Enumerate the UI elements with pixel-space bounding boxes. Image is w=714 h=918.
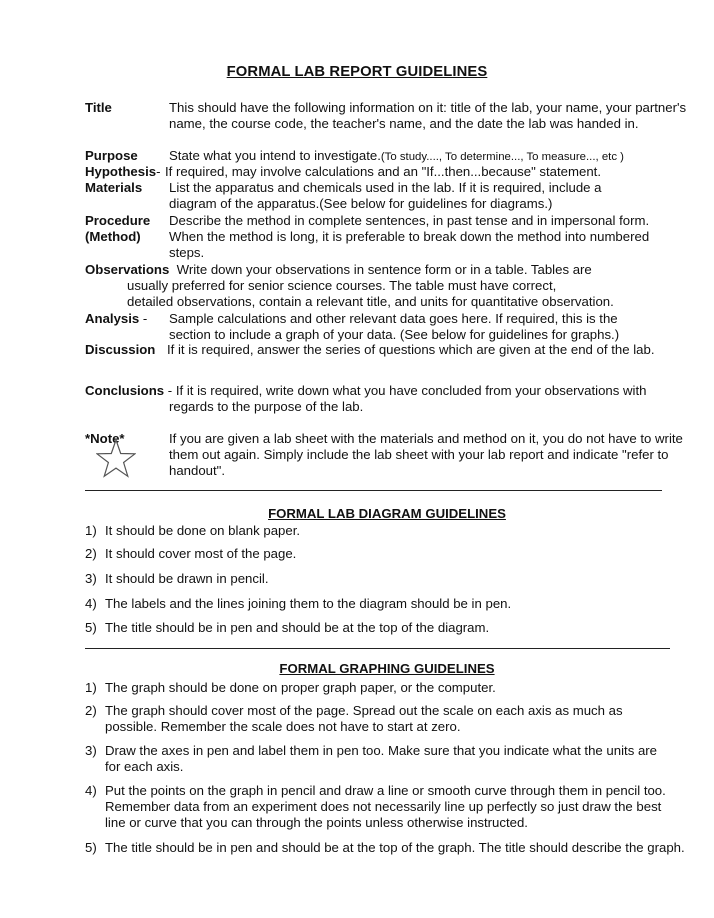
list-item: It should be done on blank paper. xyxy=(105,523,301,538)
observations-line-3: detailed observations, contain a relevant title, and units for quantitative observation. xyxy=(127,294,614,309)
list-item-number: 1) xyxy=(85,523,97,538)
analysis-label: Analysis xyxy=(85,311,140,326)
analysis-dash: - xyxy=(139,311,148,326)
section-label-materials: Materials xyxy=(85,180,143,195)
section-label-purpose: Purpose xyxy=(85,148,138,163)
section-text-materials: List the apparatus and chemicals used in the lab. If it is required, include a diagram of the apparatus.(See below for guidelines for diagrams.) xyxy=(169,180,602,212)
list-item-number: 2) xyxy=(85,546,97,561)
section-text-analysis: Sample calculations and other relevant data goes here. If required, this is the section to include a graph of your data. (See below for guidelines for graphs.) xyxy=(169,311,620,343)
section-text-title: This should have the following information on it: title of the lab, your name, your partner's name, the course code, the teacher's name, and the date the lab was handed in. xyxy=(169,100,687,132)
section-text-hypothesis: If required, may involve calculations and an "If...then...because" statement. xyxy=(165,164,601,179)
list-item: The graph should be done on proper graph paper, or the computer. xyxy=(105,680,496,695)
list-item: The title should be in pen and should be at the top of the graph. The title should describe the graph. xyxy=(105,840,685,855)
list-item-number: 5) xyxy=(85,840,97,855)
page-title: FORMAL LAB REPORT GUIDELINES xyxy=(226,64,488,80)
section-label-method: (Method) xyxy=(85,229,141,244)
purpose-note: (To study...., To determine..., To measure..., etc ) xyxy=(380,151,624,163)
graphing-heading: FORMAL GRAPHING GUIDELINES xyxy=(279,661,495,676)
divider xyxy=(85,490,662,491)
star-icon xyxy=(96,438,136,480)
list-item: Draw the axes in pen and label them in pen too. Make sure that you indicate what the units are for each axis. xyxy=(105,743,658,775)
list-item-number: 1) xyxy=(85,680,97,695)
section-conclusions xyxy=(85,383,695,399)
section-observations xyxy=(85,262,695,278)
diagram-heading: FORMAL LAB DIAGRAM GUIDELINES xyxy=(268,506,506,521)
conclusions-line-2: regards to the purpose of the lab. xyxy=(169,399,364,414)
section-label-observations: Observations xyxy=(85,262,170,277)
list-item: The title should be in pen and should be at the top of the diagram. xyxy=(105,620,490,635)
list-item-number: 3) xyxy=(85,571,97,586)
section-label-conclusions: Conclusions xyxy=(85,383,165,398)
list-item-number: 2) xyxy=(85,703,97,718)
purpose-text: State what you intend to investigate. xyxy=(169,148,381,163)
section-label-hypothesis xyxy=(85,164,161,180)
hypothesis-label: Hypothesis xyxy=(85,164,157,179)
section-text-note: If you are given a lab sheet with the materials and method on it, you do not have to write them out again. Simply include the lab sheet with your lab report and indicate "refer to handout". xyxy=(169,431,683,479)
list-item: It should cover most of the page. xyxy=(105,546,297,561)
list-item-number: 4) xyxy=(85,596,97,611)
section-label-title: Title xyxy=(85,100,112,115)
hypothesis-dash: - xyxy=(156,164,161,179)
list-item: The graph should cover most of the page. Spread out the scale on each axis as much as possible. Remember the scale does not have to start at zero. xyxy=(105,703,623,735)
list-item-number: 4) xyxy=(85,783,97,798)
observations-line-1: Write down your observations in sentence form or in a table. Tables are xyxy=(176,262,592,277)
divider xyxy=(85,648,670,649)
section-text-discussion: If it is required, answer the series of questions which are given at the end of the lab. xyxy=(167,342,655,357)
section-text-procedure: Describe the method in complete sentences, in past tense and in impersonal form. When the method is long, it is preferable to break down the method into numbered steps. xyxy=(169,213,650,261)
list-item-number: 5) xyxy=(85,620,97,635)
section-label-discussion: Discussion xyxy=(85,342,156,357)
section-label-procedure: Procedure xyxy=(85,213,151,228)
section-label-analysis xyxy=(85,311,147,327)
observations-line-2: usually preferred for senior science courses. The table must have correct, xyxy=(127,278,557,293)
list-item: It should be drawn in pencil. xyxy=(105,571,269,586)
list-item: Put the points on the graph in pencil and draw a line or smooth curve through them in pencil too. Remember data from an experiment does not necessarily line up perfectly so just draw the best line or curve that you can through the points unless otherwise instructed. xyxy=(105,783,666,831)
section-text-purpose xyxy=(169,148,689,165)
list-item: The labels and the lines joining them to the diagram should be in pen. xyxy=(105,596,512,611)
section-label-note: *Note* xyxy=(85,431,125,446)
list-item-number: 3) xyxy=(85,743,97,758)
conclusions-line-1: - If it is required, write down what you have concluded from your observations with xyxy=(164,383,647,398)
